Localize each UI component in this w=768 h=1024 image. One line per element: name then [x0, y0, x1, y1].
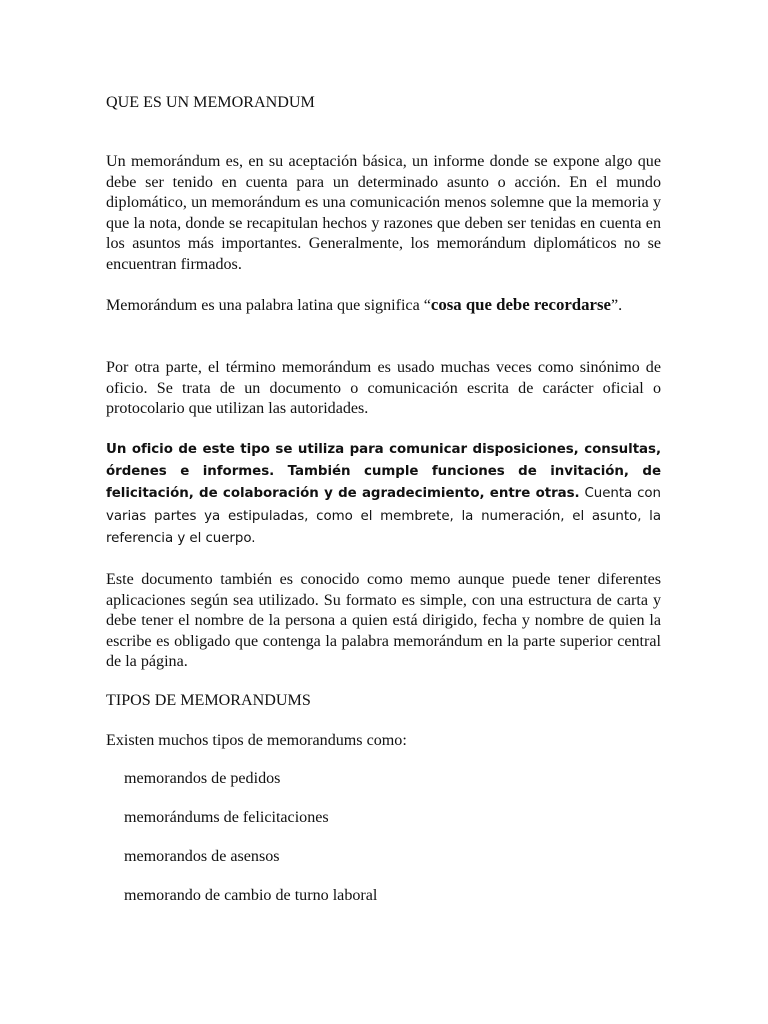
paragraph-definition: Un memorándum es, en su aceptación básica, un informe donde se expone algo que debe ser tenido en cuenta para un determinado asunto o acción. En el mundo diplomático, un memorándum es una comunicación menos solemne que la memoria y que la nota, donde se recapitulan hechos y razones que deben ser tenidas en cuenta en los asuntos más importantes. Generalmente, los memorándum diplomáticos no se encuentran firmados. — [106, 153, 661, 273]
paragraph-etymology — [106, 295, 661, 317]
list-item: memorando de cambio de turno laboral — [124, 887, 378, 904]
etymology-prefix: Memorándum es una palabra latina que significa “ — [106, 297, 431, 314]
etymology-emphasis: cosa que debe recordarse — [430, 295, 611, 314]
uses-regular-text: Cuenta con varias partes ya estipuladas, como el membrete, la numeración, el asunto, la referencia y el cuerpo. — [106, 486, 661, 546]
uses-bold-text: Un oficio de este tipo se utiliza para comunicar disposiciones, consultas, órdenes e informes. También cumple funciones de invitación, de felicitación, de colaboración y de agradecimiento, entre otras. — [106, 442, 661, 502]
list-item: memorándums de felicitaciones — [124, 809, 329, 826]
list-item: memorandos de asensos — [124, 848, 280, 865]
paragraph-memo: Este documento también es conocido como memo aunque puede tener diferentes aplicaciones según sea utilizado. Su formato es simple, con una estructura de carta y debe tener el nombre de la persona a quien está dirigido, fecha y nombre de quien la escribe es obligado que contenga la palabra memorándum en la parte superior central de la página. — [106, 571, 661, 671]
paragraph-uses — [106, 439, 661, 550]
list-item: memorandos de pedidos — [124, 770, 281, 787]
document-title: QUE ES UN MEMORANDUM — [106, 94, 315, 111]
types-intro: Existen muchos tipos de memorandums como: — [106, 732, 407, 749]
paragraph-oficio: Por otra parte, el término memorándum es usado muchas veces como sinónimo de oficio. Se trata de un documento o comunicación escrita de carácter oficial o protocolario que utilizan las autoridades. — [106, 359, 661, 418]
etymology-suffix: ”. — [610, 297, 623, 314]
section-heading-types: TIPOS DE MEMORANDUMS — [106, 692, 311, 709]
